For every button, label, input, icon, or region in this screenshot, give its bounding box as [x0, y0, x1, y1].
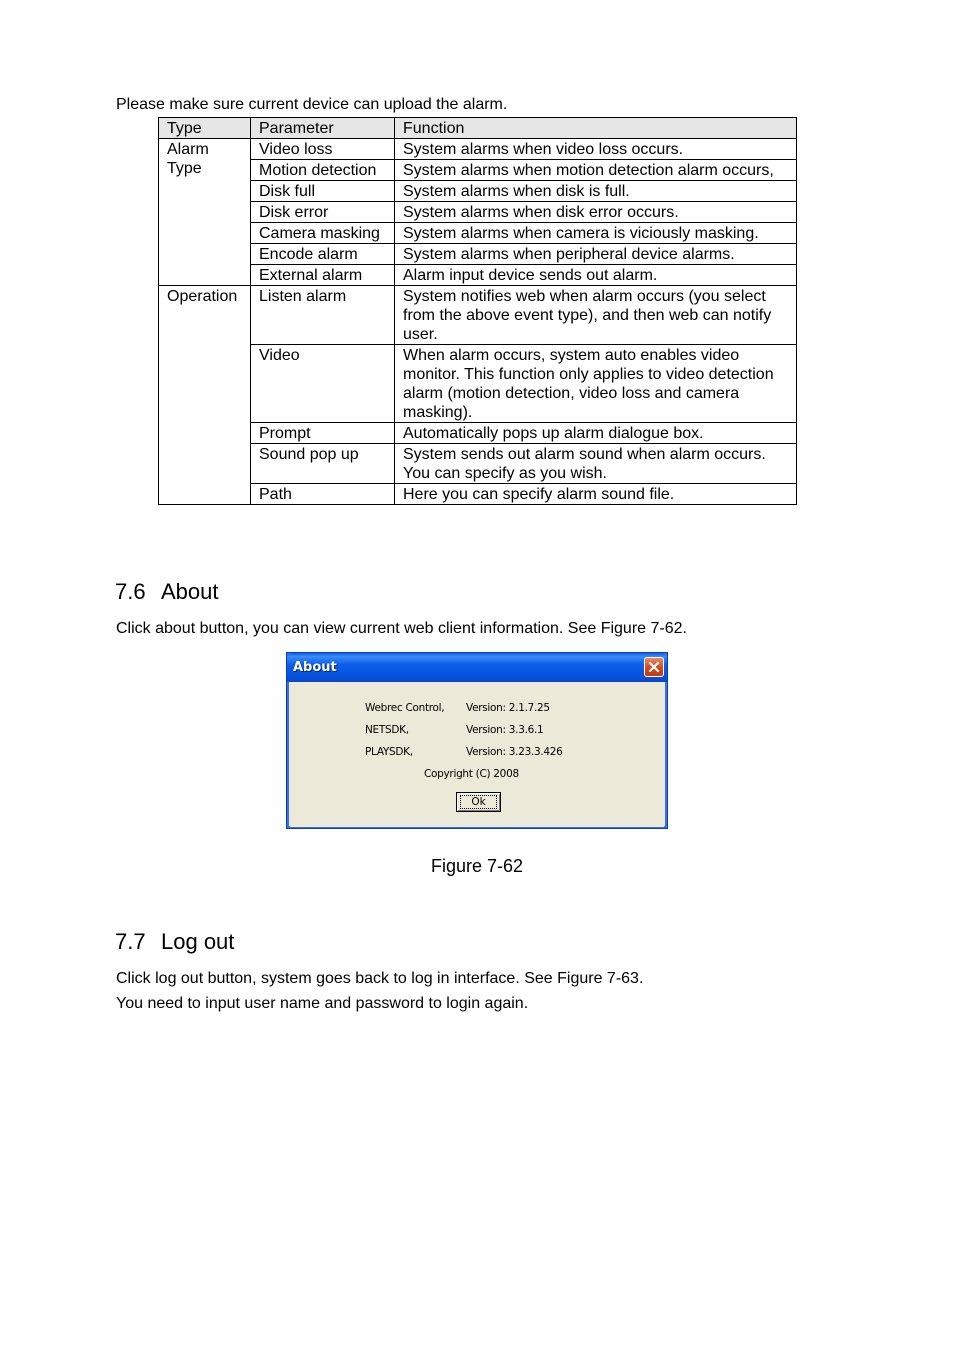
- parameter-cell: Disk error: [251, 202, 395, 223]
- section-title: About: [161, 579, 219, 604]
- about-paragraph: Click about button, you can view current web client information. See Figure 7-62.: [116, 620, 687, 637]
- component-name: Webrec Control,: [365, 702, 445, 714]
- intro-text: Please make sure current device can upload the alarm.: [116, 96, 508, 113]
- table-row: [159, 160, 797, 181]
- alarm-table: [158, 117, 797, 505]
- parameter-cell: Camera masking: [251, 223, 395, 244]
- table-row: [159, 444, 797, 484]
- table-row: [159, 265, 797, 286]
- component-version: Version: 2.1.7.25: [466, 702, 550, 714]
- table-row: [159, 484, 797, 505]
- logout-paragraph: You need to input user name and password to login again.: [116, 995, 529, 1012]
- copyright-text: Copyright (C) 2008: [424, 768, 519, 780]
- column-header: Parameter: [251, 118, 395, 139]
- ok-button[interactable]: [456, 792, 501, 812]
- dialog-titlebar[interactable]: [287, 653, 667, 682]
- table-row: [159, 423, 797, 444]
- logout-paragraph: Click log out button, system goes back to log in interface. See Figure 7-63.: [116, 970, 644, 987]
- section-heading-logout: [115, 929, 234, 955]
- component-version: Version: 3.23.3.426: [466, 746, 563, 758]
- function-cell: System alarms when disk error occurs.: [395, 202, 797, 223]
- table-row: [159, 181, 797, 202]
- table-row: [159, 244, 797, 265]
- about-dialog: [286, 652, 668, 829]
- parameter-cell: Prompt: [251, 423, 395, 444]
- parameter-cell: Listen alarm: [251, 286, 395, 345]
- component-version: Version: 3.3.6.1: [466, 724, 544, 736]
- function-cell: System alarms when peripheral device alarms.: [395, 244, 797, 265]
- parameter-cell: Encode alarm: [251, 244, 395, 265]
- function-cell: Here you can specify alarm sound file.: [395, 484, 797, 505]
- table-row: [159, 286, 797, 345]
- close-icon: [648, 661, 660, 673]
- function-cell: System alarms when disk is full.: [395, 181, 797, 202]
- dialog-title: About: [293, 660, 337, 675]
- parameter-cell: External alarm: [251, 265, 395, 286]
- type-cell: Alarm Type: [159, 139, 251, 286]
- section-title: Log out: [161, 929, 235, 954]
- function-cell: System sends out alarm sound when alarm occurs. You can specify as you wish.: [395, 444, 797, 484]
- section-number: 7.6: [115, 579, 146, 604]
- column-header: Type: [159, 118, 251, 139]
- close-button[interactable]: [644, 657, 664, 677]
- function-cell: System alarms when video loss occurs.: [395, 139, 797, 160]
- parameter-cell: Video loss: [251, 139, 395, 160]
- table-row: [159, 223, 797, 244]
- function-cell: System alarms when camera is viciously masking.: [395, 223, 797, 244]
- parameter-cell: Motion detection: [251, 160, 395, 181]
- section-heading-about: [115, 579, 219, 605]
- function-cell: Alarm input device sends out alarm.: [395, 265, 797, 286]
- function-cell: System alarms when motion detection alarm occurs,: [395, 160, 797, 181]
- function-cell: When alarm occurs, system auto enables video monitor. This function only applies to video detection alarm (motion detection, video loss and camera masking).: [395, 345, 797, 423]
- function-cell: Automatically pops up alarm dialogue box.: [395, 423, 797, 444]
- parameter-cell: Disk full: [251, 181, 395, 202]
- parameter-cell: Video: [251, 345, 395, 423]
- column-header: Function: [395, 118, 797, 139]
- dialog-body: [290, 682, 664, 827]
- component-name: PLAYSDK,: [365, 746, 413, 758]
- ok-button-label: Ok: [460, 795, 497, 809]
- figure-caption: Figure 7-62: [430, 856, 524, 876]
- function-cell: System notifies web when alarm occurs (you select from the above event type), and then web can notify user.: [395, 286, 797, 345]
- section-number: 7.7: [115, 929, 146, 954]
- table-header-row: [159, 118, 797, 139]
- table-row: [159, 202, 797, 223]
- parameter-cell: Path: [251, 484, 395, 505]
- type-cell: Operation: [159, 286, 251, 505]
- parameter-cell: Sound pop up: [251, 444, 395, 484]
- component-name: NETSDK,: [365, 724, 409, 736]
- table-row: [159, 345, 797, 423]
- table-row: [159, 139, 797, 160]
